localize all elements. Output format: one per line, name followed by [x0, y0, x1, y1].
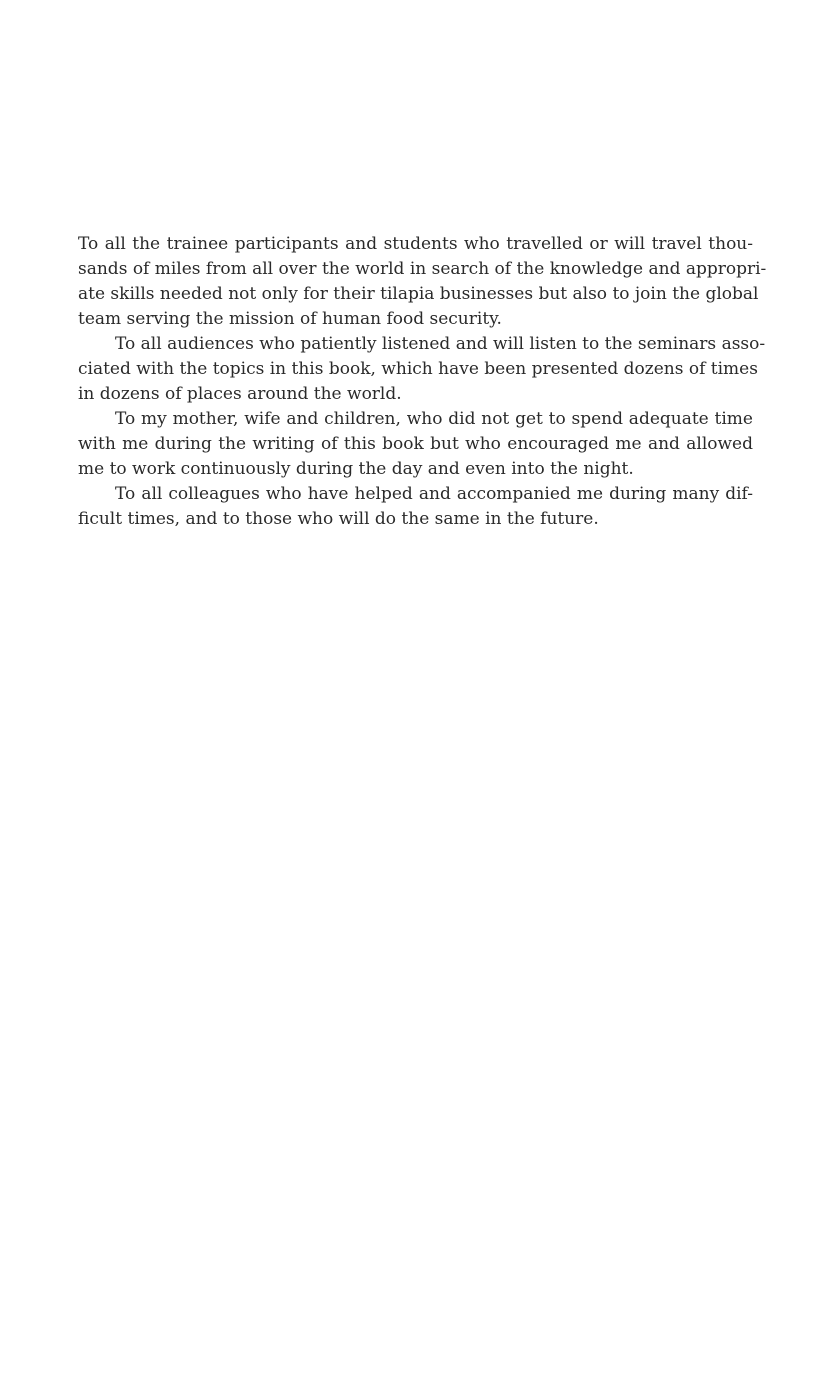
text-line: with me during the writing of this book but who encouraged me and allowed — [78, 434, 753, 454]
dedication-paragraph-3 — [78, 407, 753, 482]
dedication-paragraph-4 — [78, 482, 753, 532]
text-line: To all audiences who patiently listened and will listen to the seminars asso- — [115, 334, 766, 354]
text-line: To my mother, wife and children, who did not get to spend adequate time — [115, 409, 753, 429]
dedication-paragraph-1 — [78, 232, 767, 332]
dedication-text — [78, 232, 767, 532]
text-line: me to work continuously during the day and even into the night. — [78, 459, 634, 479]
text-line: ciated with the topics in this book, which have been presented dozens of times — [78, 359, 758, 379]
text-line: team serving the mission of human food security. — [78, 309, 502, 329]
text-line: in dozens of places around the world. — [78, 384, 402, 404]
dedication-paragraph-2 — [78, 332, 766, 407]
text-line: ficult times, and to those who will do the same in the future. — [78, 509, 599, 529]
text-line: ate skills needed not only for their tilapia businesses but also to join the global — [78, 284, 759, 304]
text-line: To all the trainee participants and students who travelled or will travel thou- — [78, 234, 753, 254]
text-line: sands of miles from all over the world in search of the knowledge and appropri- — [78, 259, 767, 279]
text-line: To all colleagues who have helped and accompanied me during many dif- — [115, 484, 753, 504]
